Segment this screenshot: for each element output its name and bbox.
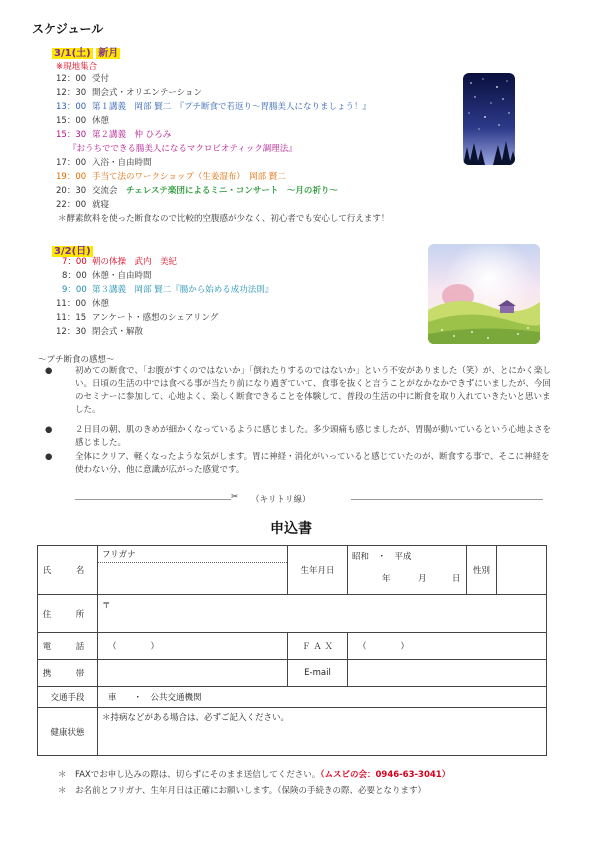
schedule-item: 22：00 就寝	[56, 200, 110, 210]
schedule-item: 12：30 開会式・オリエンテーション	[56, 88, 202, 98]
day1-note: ※現地集合	[56, 62, 98, 72]
schedule-item: 13：00 第１講義 岡部 賢二 『プチ断食で若返り～胃腸美人になりましょう！』	[56, 102, 371, 112]
gender-field[interactable]	[497, 546, 547, 595]
phone-field[interactable]: （ ）	[98, 633, 288, 660]
schedule-item: 7：00 朝の体操 武内 美紀	[62, 257, 178, 267]
schedule-item: 17：00 入浴・自由時間	[56, 158, 152, 168]
day1-tag: 新月	[98, 48, 119, 59]
transport-field[interactable]: 車 ・ 公共交通機関	[98, 687, 547, 708]
schedule-heading: スケジュール	[32, 22, 104, 36]
postal-mark: 〒	[102, 601, 111, 611]
schedule-item: 11：00 休憩	[56, 299, 110, 309]
schedule-item: 8：00 休憩・自由時間	[62, 271, 152, 281]
night-sky-image	[463, 73, 515, 165]
cut-label: （キリトリ線）	[251, 495, 311, 505]
day-label: 日	[452, 574, 461, 584]
schedule-item: 19：00 手当て法のワークショップ（生姜湿布） 岡部 賢二	[56, 172, 286, 182]
schedule-item: 9：00 第３講義 岡部 賢二『腸から始める成功法則』	[62, 285, 274, 295]
day2-date: 3/2(日)	[54, 246, 91, 257]
fax-label: Ｆ Ａ Ｘ	[288, 633, 348, 660]
scissors-icon: ✂	[231, 492, 239, 502]
contact-phone: （ムスビの会：0946-63-3041）	[320, 770, 451, 780]
schedule-item: 『おうちでできる腸美人になるマクロビオティック調理法』	[68, 144, 297, 154]
schedule-item: 12：00 受付	[56, 74, 110, 84]
cut-line	[75, 493, 543, 505]
footnote-name: ＊ お名前とフリガナ、生年月日は正確にお願いします。（保険の手続きの際、必要となります）	[58, 786, 427, 796]
email-field[interactable]	[348, 660, 547, 687]
month-label: 月	[418, 574, 427, 584]
impression-text: 全体にクリア、軽くなったような気がします。胃に神経・消化がいっていると感じていたのが、断食する事で、そこに神経を使わない分、他に意識が広がった感覚です。	[75, 452, 550, 475]
address-field[interactable]	[98, 595, 547, 633]
dob-label: 生年月日	[288, 546, 348, 595]
concert-title: チェレステ楽団によるミニ・コンサート ～月の祈り～	[126, 186, 338, 196]
footnote-fax: ＊ FAXでお申し込みの際は、切らずにそのまま送信してください。（ムスビの会：0946-63-3041）	[58, 770, 451, 780]
era-options: 昭和 ・ 平成	[352, 552, 412, 562]
year-label: 年	[382, 574, 391, 584]
phone-label: 電 話	[38, 633, 98, 660]
cut-rule	[351, 499, 543, 500]
gender-label: 性別	[467, 546, 497, 595]
mobile-label: 携 帯	[38, 660, 98, 687]
schedule-item: 20：30 交流会 チェレステ楽団によるミニ・コンサート ～月の祈り～	[56, 186, 338, 196]
cut-rule	[75, 499, 231, 500]
schedule-item: 15：00 休憩	[56, 116, 110, 126]
schedule-item: 12：30 閉会式・解散	[56, 327, 144, 337]
name-field[interactable]	[98, 546, 288, 595]
transport-label: 交通手段	[38, 687, 98, 708]
health-label: 健康状態	[38, 708, 98, 756]
field-painting-image	[428, 244, 540, 344]
address-label: 住 所	[38, 595, 98, 633]
schedule-note: ＊酵素飲料を使った断食なので比較的空腹感が少なく、初心者でも安心して行えます！	[58, 214, 390, 224]
fax-field[interactable]: （ ）	[348, 633, 547, 660]
impression-text: ２日目の朝、肌のきめが細かくなっているように感じました。多少頭痛も感じましたが、胃腸が動いているという心地よさを感じました。	[75, 425, 552, 448]
health-field[interactable]: ＊持病などがある場合は、必ずご記入ください。	[98, 708, 547, 756]
name-label: 氏 名	[38, 546, 98, 595]
day2-header	[52, 242, 93, 257]
email-label: E-mail	[288, 660, 348, 687]
mobile-field[interactable]	[98, 660, 288, 687]
application-form	[37, 545, 547, 756]
bullet-icon: ●	[45, 425, 53, 435]
form-title: 申込書	[270, 521, 312, 537]
schedule-item: 11：15 アンケート・感想のシェアリング	[56, 313, 219, 323]
schedule-item: 15：30 第２講義 仲 ひろみ	[56, 130, 172, 140]
furigana-label: フリガナ	[98, 546, 287, 563]
day1-date: 3/1(土)	[54, 48, 91, 59]
day1-header	[52, 44, 120, 59]
bullet-icon: ●	[45, 366, 53, 376]
dob-field[interactable]	[348, 546, 467, 595]
impression-text: 初めての断食で、「お腹がすくのではないか」「倒れたりするのではないか」という不安がありました（笑）が、とにかく楽しい。日頃の生活の中では食べる事が当たり前になり過ぎていて、食事を抜くと言うことがなかなかできずにいましたが、今回のセミナーに参加して、心地よく、楽しく断食できることを体験して、普段の生活の中に断食を取り入れていきたいと思いました。	[75, 366, 551, 415]
impressions-title: ～プチ断食の感想～	[38, 355, 115, 365]
bullet-icon: ●	[45, 452, 53, 462]
